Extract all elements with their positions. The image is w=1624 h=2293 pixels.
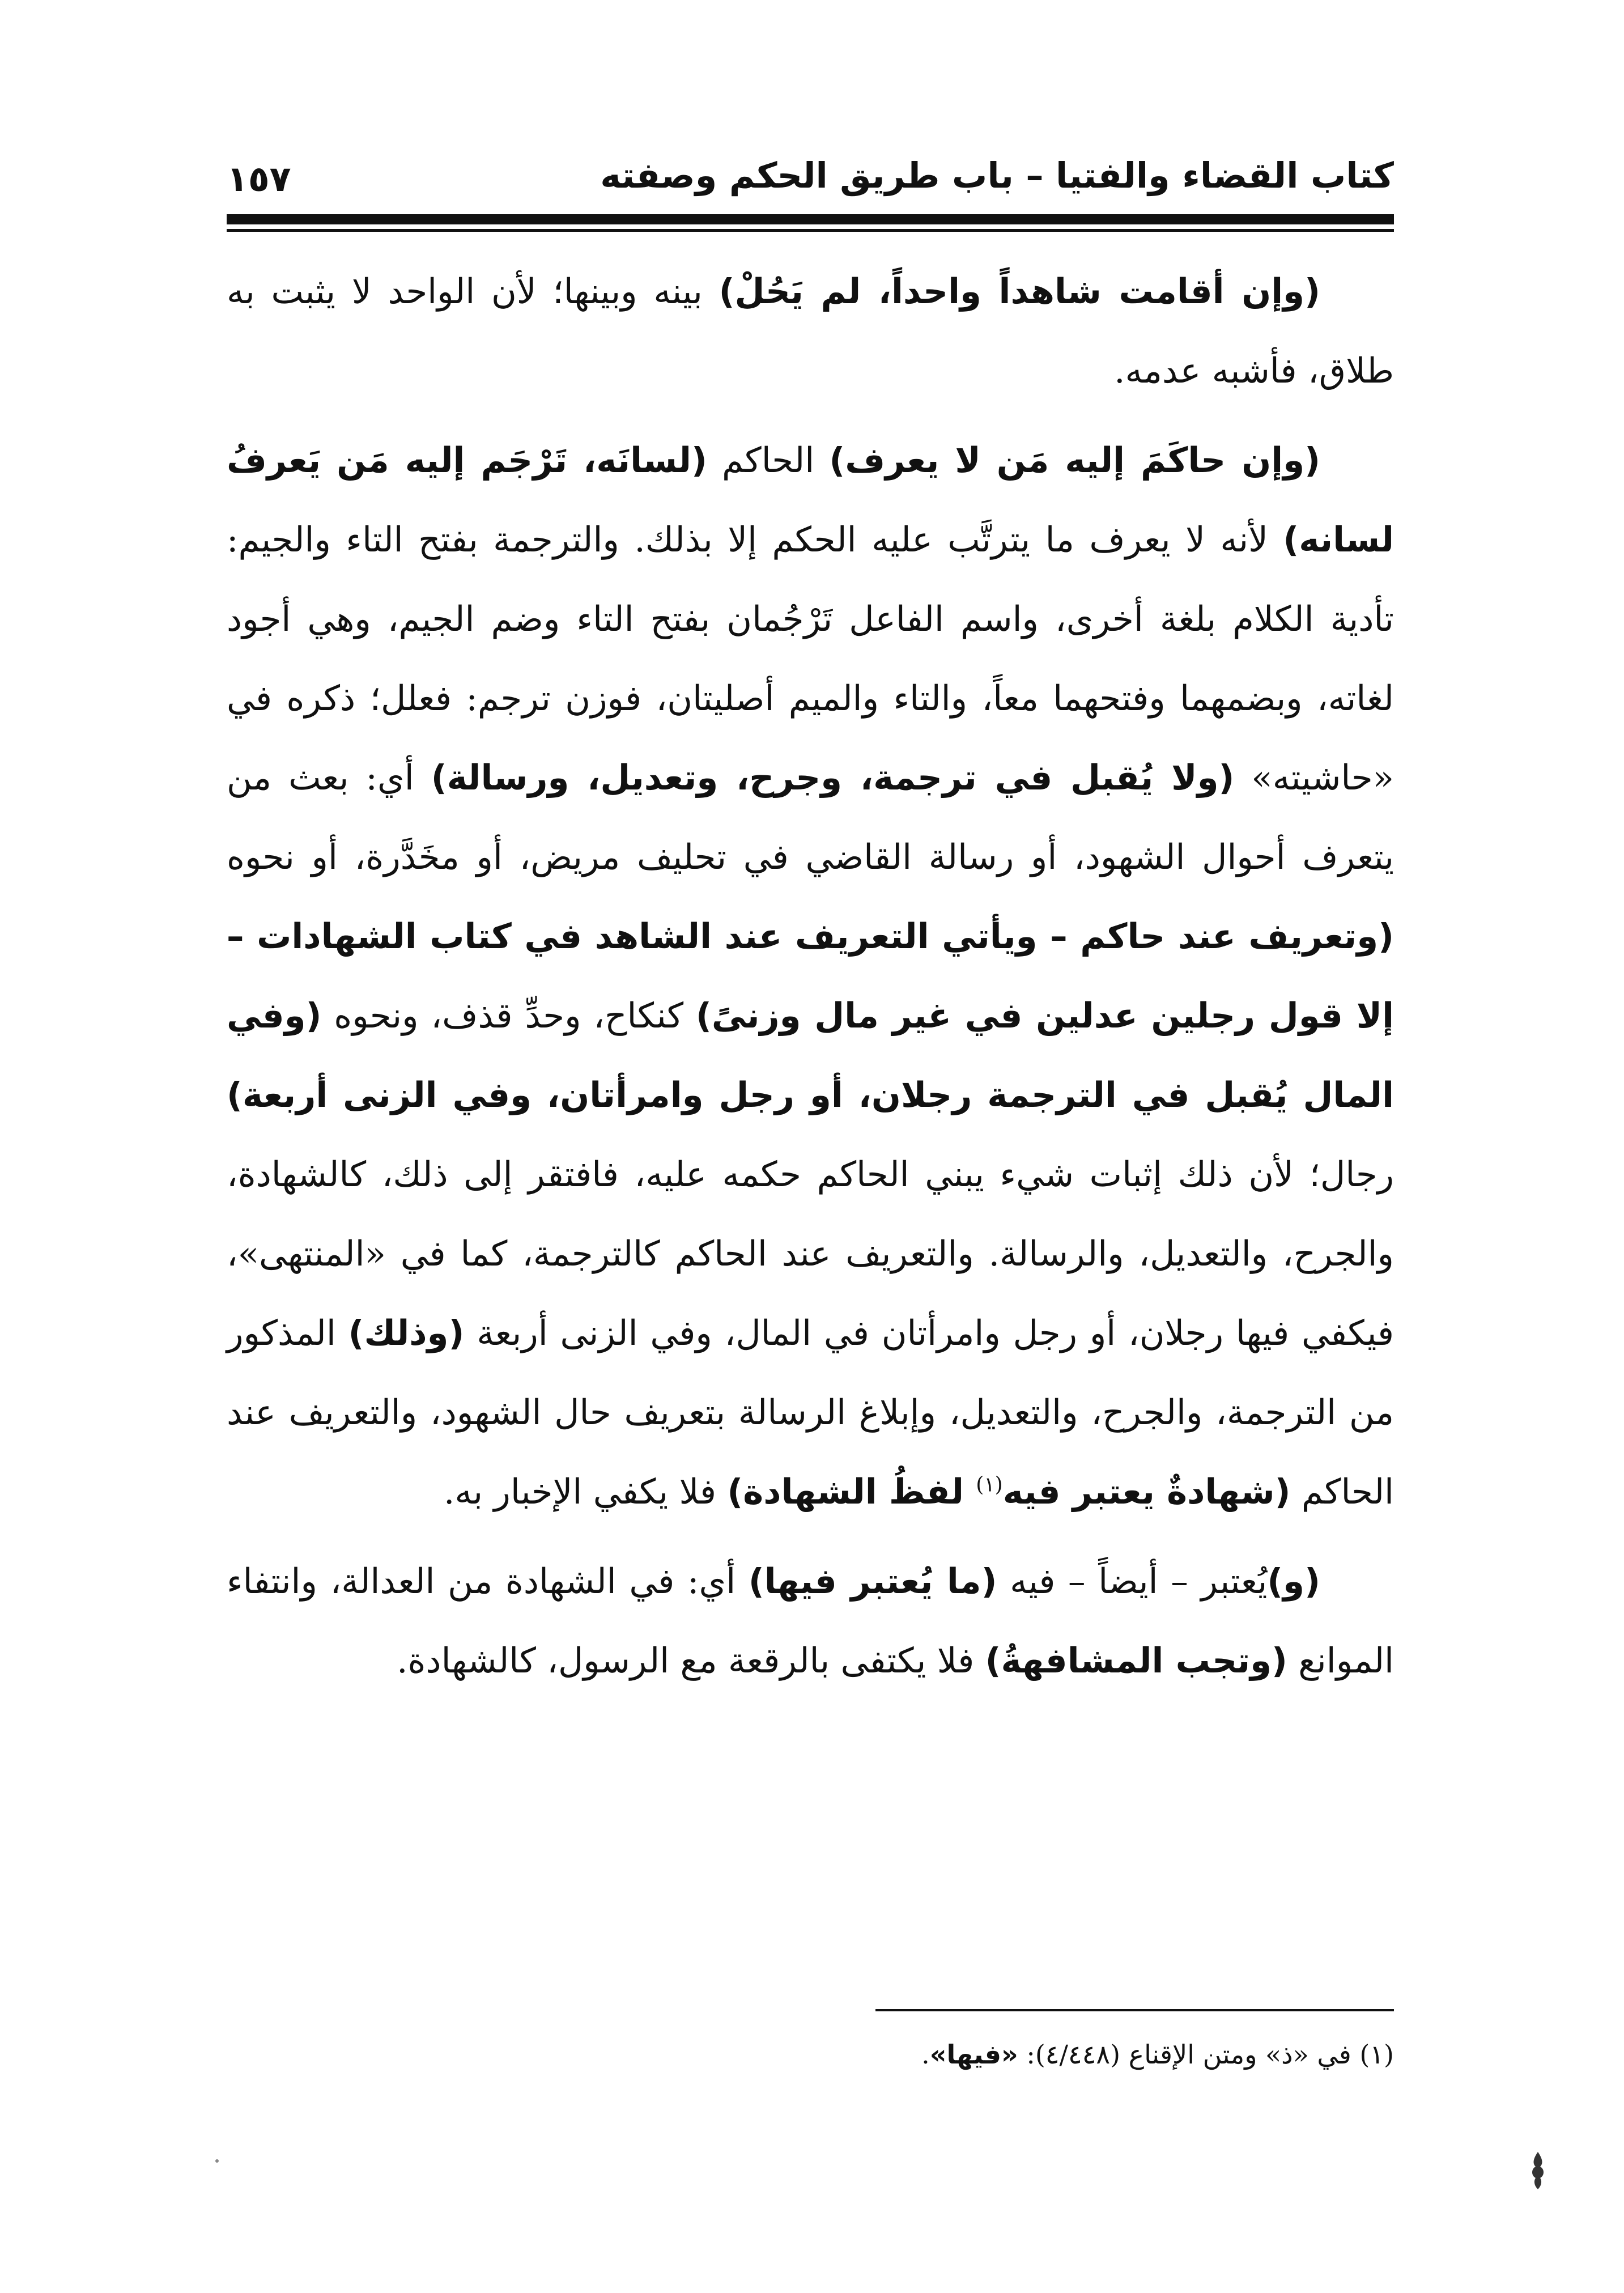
- matn-text: (وإن حاكَمَ إليه مَن لا يعرف): [829, 440, 1320, 481]
- page-ornament-icon: [1528, 2151, 1548, 2190]
- running-header: [227, 145, 1394, 207]
- sharh-text: الحاكم: [707, 440, 830, 481]
- sharh-text: رجال؛ لأن ذلك إثبات شيء يبني الحاكم حكمه عليه، فافتقر إلى ذلك، كالشهادة، والجرح، والتعديل، والرسالة. والتعريف عند الحاكم كالترجمة، كما في «المنتهى»، فيكفي فيها رجلان، أو رجل وامرأتان في المال، وفي الزنى أربعة: [227, 1154, 1394, 1353]
- paragraph-2: [227, 421, 1394, 1532]
- sharh-text: أي: بعث من يتعرف أحوال الشهود، أو رسالة القاضي في تحليف مريض، أو مخَدَّرة، أو نحوه: [227, 758, 1394, 877]
- matn-text: (لسانَه، تَرْجَم إليه مَن يَعرفُ لسانه): [227, 440, 1394, 560]
- matn-text: لفظُ الشهادة): [727, 1472, 976, 1512]
- matn-text: (وإن أقامت شاهداً واحداً، لم يَحُلْ): [719, 271, 1320, 312]
- matn-text: (ما يُعتبر فيها): [748, 1561, 997, 1602]
- matn-text: (شهادةٌ يعتبر فيه: [1002, 1472, 1291, 1512]
- footnote-separator: [875, 2009, 1394, 2011]
- header-rule-thick: [227, 214, 1394, 224]
- page-number: ١٥٧: [227, 158, 291, 199]
- footnote-quote: «فيها»: [929, 2039, 1018, 2070]
- matn-text: (وفي المال يُقبل في الترجمة رجلان، أو رجل وامرأتان، وفي الزنى أربعة): [227, 996, 1394, 1115]
- scan-speck: [215, 2159, 219, 2163]
- footnote-end: .: [921, 2039, 930, 2070]
- sharh-text: فلا يكتفى بالرقعة مع الرسول، كالشهادة.: [397, 1641, 985, 1681]
- matn-text: (وذلك): [348, 1313, 465, 1353]
- sharh-text: كنكاح، وحدِّ قذف، ونحوه: [321, 996, 696, 1036]
- matn-text: (و): [1267, 1561, 1320, 1602]
- header-rule-thin: [227, 229, 1394, 232]
- footnote-marker: (١): [976, 1473, 1003, 1497]
- paragraph-1: [227, 252, 1394, 411]
- matn-text: (ولا يُقبل في ترجمة، وجرح، وتعديل، ورسالة): [431, 758, 1235, 798]
- sharh-text: أي: في الشهادة من العدالة، وانتفاء الموانع: [227, 1561, 1394, 1681]
- sharh-text: المذكور من الترجمة، والجرح، والتعديل، وإبلاغ الرسالة بتعريف حال الشهود، والتعريف عند الحاكم: [227, 1313, 1394, 1512]
- matn-text: (وتجب المشافهةُ): [985, 1641, 1287, 1681]
- sharh-text: بينه وبينها؛ لأن الواحد لا يثبت به طلاق، فأشبه عدمه.: [227, 271, 1394, 391]
- sharh-text: لأنه لا يعرف ما يترتَّب عليه الحكم إلا بذلك. والترجمة بفتح التاء والجيم: تأدية الكلام بلغة أخرى، واسم الفاعل تَرْجُمان بفتح التاء وضم الجيم، وهي أجود لغاته، وبضمهما وفتحهما معاً، والتاء والميم أصليتان، فوزن ترجم: فعلل؛ ذكره في «حاشيته»: [227, 520, 1394, 798]
- chapter-title: كتاب القضاء والفتيا – باب طريق الحكم وصفته: [600, 155, 1394, 196]
- sharh-text: يُعتبر – أيضاً – فيه: [997, 1561, 1268, 1602]
- main-text: [227, 252, 1394, 1711]
- paragraph-3: [227, 1542, 1394, 1701]
- sharh-text: فلا يكفي الإخبار به.: [443, 1472, 728, 1512]
- matn-text: (وتعريف عند حاكم – ويأتي التعريف عند الشاهد في كتاب الشهادات – إلا قول رجلين عدلين في غير مال وزنىً): [227, 916, 1394, 1036]
- footnote-text: (١) في «ذ» ومتن الإقناع (٤/٤٤٨):: [1018, 2039, 1394, 2070]
- footnote-1: [227, 2029, 1394, 2080]
